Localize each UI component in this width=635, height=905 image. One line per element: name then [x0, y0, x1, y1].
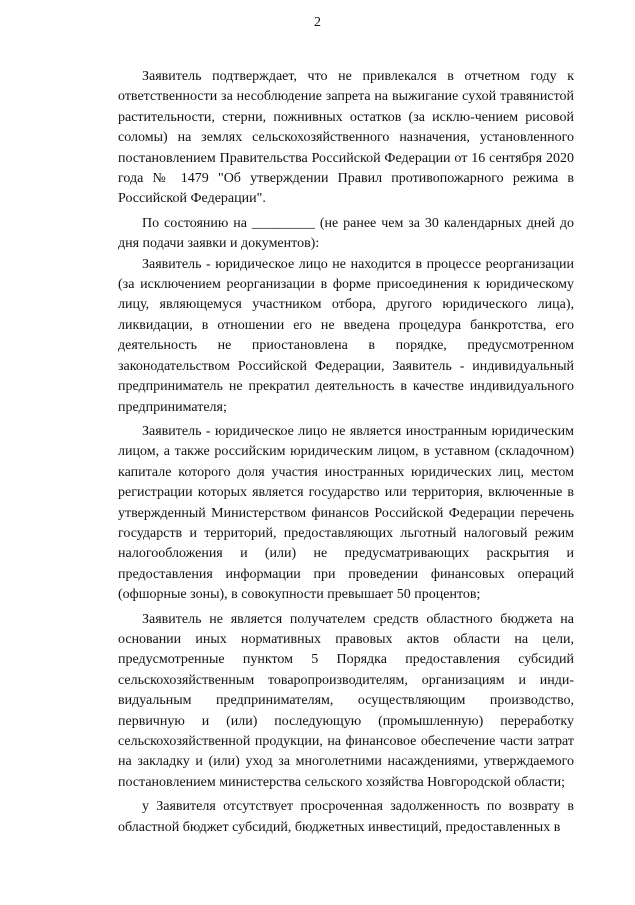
page-number: 2: [314, 15, 321, 30]
paragraph-as-of-date: По состоянию на _________ (не ранее чем за 30 календарных дней до дня подачи заявки и документов):: [118, 215, 574, 252]
paragraph-not-foreign-entity: Заявитель - юридическое лицо не является иностранным юридическим лицом, а также российским юридическим лицом, в уставном (складочном) капитале которого доля участия иностранных юридических лиц, местом регистрации которых является государство или территория, включенные в утвержденный Министерством финансов Российской Федерации перечень государств и территорий, предоставляющих льготный налоговый режим налогообложения и (или) не предусматривающих раскрытия и предоставления информации при проведении финансовых операций (офшорные зоны), в совокупности превышает 50 процентов;: [118, 423, 574, 603]
document-body: [118, 67, 574, 838]
paragraph-no-liability: Заявитель подтверждает, что не привлекался в отчетном году к ответственности за несоблюдение запрета на выжигание сухой травянистой растительности, стерни, пожнивных остатков (за исклю-чением рисовой соломы) на землях сельскохозяйственного назначения, установленного постановлением Правительства Российской Федерации от 16 сентября 2020 года № 1479 "Об утверждении Правил противопожарного режима в Российской Федерации".: [118, 69, 574, 207]
paragraph-not-budget-recipient: Заявитель не является получателем средств областного бюджета на основании иных нормативных правовых актов области на цели, предусмотренные пунктом 5 Порядка предоставления субсидий сельскохозяйственным товаропроизводителям, организациям и инди-видуальным предпринимателям, осуществляющим производство, первичную и (или) последующую (промышленную) переработку сельскохозяйственной продукции, на финансовое обеспечение части затрат на закладку и (или) уход за многолетними насаждениями, утверждаемого постановлением министерства сельского хозяйства Новгородской области;: [118, 611, 574, 790]
paragraph-no-overdue-debt: у Заявителя отсутствует просроченная задолженность по возврату в областной бюджет субсидий, бюджетных инвестиций, предоставленных в: [118, 799, 574, 835]
paragraph-no-reorganization: Заявитель - юридическое лицо не находится в процессе реорганизации (за исключением реорганизации в форме присоединения к юридическому лицу, являющемуся участником отбора, другого юридического лица), ликвидации, в отношении его не введена процедура банкротства, его деятельность не приостановлена в порядке, предусмотренном законодательством Российской Федерации, Заявитель - индивидуальный предприниматель не прекратил деятельность в качестве индивидуального предпринимателя;: [118, 256, 574, 415]
